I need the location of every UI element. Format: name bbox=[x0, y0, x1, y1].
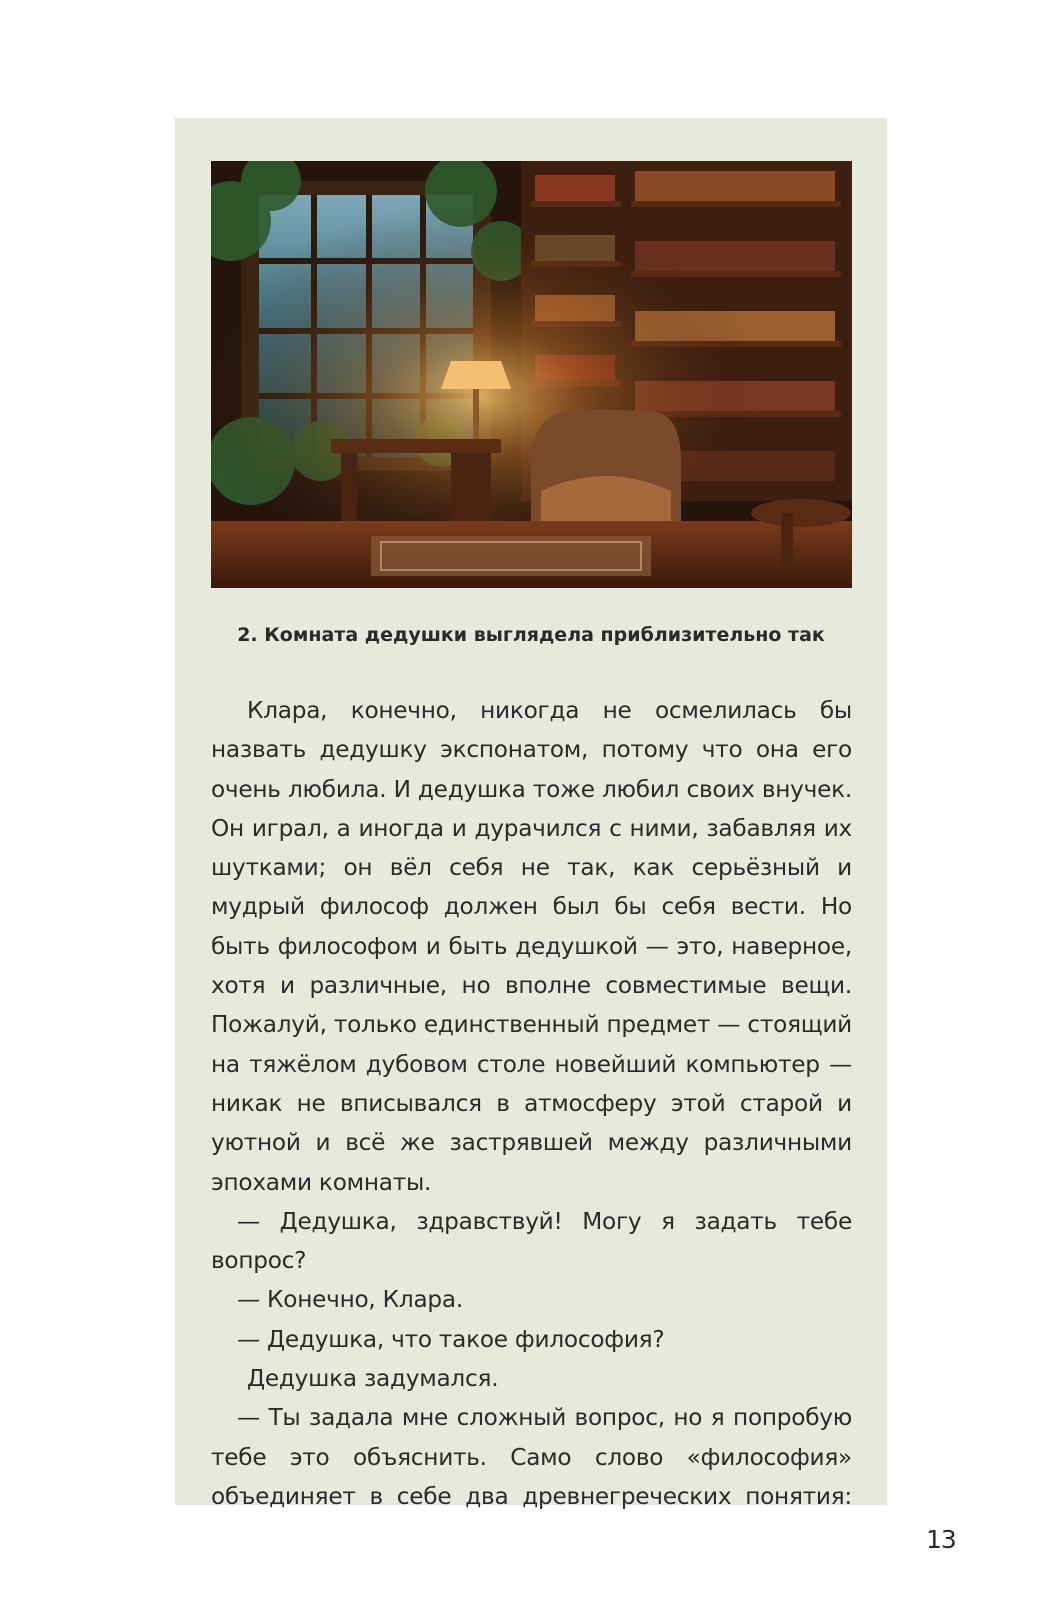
paragraph: Клара, конечно, никогда не осмелилась бы назвать дедушку экспонатом, потому что она его очень любила. И дедушка тоже любил своих внучек. Он играл, а иногда и дурачился с ними, забавляя их шутками; он вёл себя не так, как серьёзный и мудрый философ должен был бы себя вести. Но быть философом и быть дедушкой — это, наверное, хотя и различные, но вполне совместимые вещи. Пожалуй, только единственный предмет — стоящий на тяжёлом дубовом столе новейший компьютер — никак не вписывался в атмосферу этой старой и уютной и всё же застрявшей между различными эпохами комнаты. bbox=[211, 697, 852, 1196]
page-number: 13 bbox=[926, 1525, 956, 1554]
content-panel bbox=[175, 118, 887, 1510]
illustration-image bbox=[211, 161, 852, 588]
paragraph: — Ты задала мне сложный вопрос, но я попробую тебе это объяснить. Само слово «философия» объединяет в себе два древнегреческих понятия: bbox=[211, 1404, 852, 1510]
paragraph: — Дедушка, что такое философия? bbox=[237, 1325, 665, 1353]
paragraph: — Дедушка, здравствуй! Могу я задать тебе вопрос? bbox=[211, 1207, 852, 1275]
figure-caption: 2. Комната дедушки выглядела приблизительно так bbox=[237, 624, 825, 646]
paragraph: Дедушка задумался. bbox=[247, 1365, 499, 1393]
paragraph: — Конечно, Клара. bbox=[237, 1286, 463, 1314]
grandfather-room-illustration bbox=[211, 161, 852, 588]
body-text bbox=[211, 691, 852, 1516]
